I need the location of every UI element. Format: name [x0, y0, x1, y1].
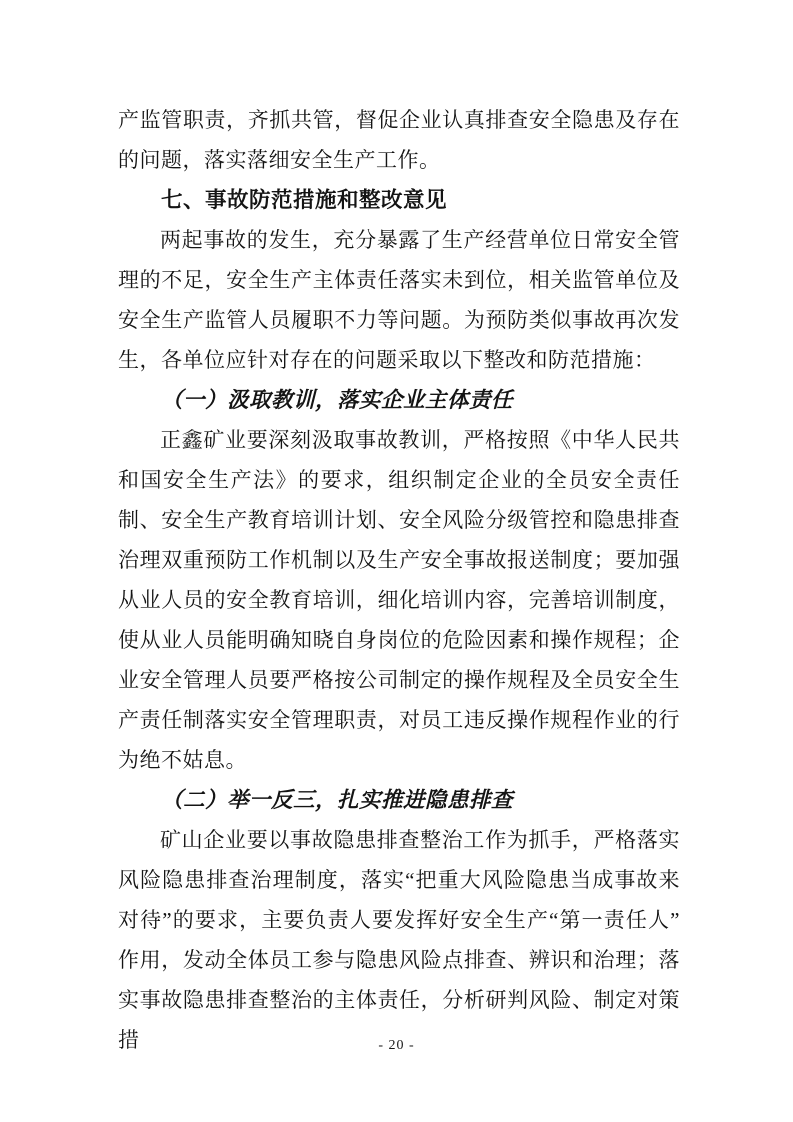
paragraph-subsection-2: 矿山企业要以事故隐患排查整治工作为抓手，严格落实风险隐患排查治理制度，落实“把重大风险隐患当成事故来对待”的要求，主要负责人要发挥好安全生产“第一责任人”作用，发动全体员工参与隐患风险点排查、辨识和治理；落实事故隐患排查整治的主体责任，分析研判风险、制定对策措	[118, 828, 680, 1052]
document-body	[118, 100, 680, 1060]
page-number: - 20 -	[378, 1038, 415, 1053]
subsection-heading-1: （一）汲取教训，落实企业主体责任	[161, 388, 514, 412]
subsection-heading-2: （二）举一反三，扎实推进隐患排查	[161, 788, 514, 812]
paragraph-section-intro: 两起事故的发生，充分暴露了生产经营单位日常安全管理的不足，安全生产主体责任落实未到位，相关监管单位及安全生产监管人员履职不力等问题。为预防类似事故再次发生，各单位应针对存在的问题采取以下整改和防范措施：	[118, 228, 680, 372]
section-heading-7: 七、事故防范措施和整改意见	[161, 188, 448, 212]
paragraph-subsection-1: 正鑫矿业要深刻汲取事故教训，严格按照《中华人民共和国安全生产法》的要求，组织制定企业的全员安全责任制、安全生产教育培训计划、安全风险分级管控和隐患排查治理双重预防工作机制以及生产安全事故报送制度；要加强从业人员的安全教育培训，细化培训内容，完善培训制度，使从业人员能明确知晓自身岗位的危险因素和操作规程；企业安全管理人员要严格按公司制定的操作规程及全员安全生产责任制落实安全管理职责，对员工违反操作规程作业的行为绝不姑息。	[118, 428, 680, 772]
paragraph-continued-from-previous-page: 产监管职责，齐抓共管，督促企业认真排查安全隐患及存在的问题，落实落细安全生产工作。	[118, 108, 680, 172]
